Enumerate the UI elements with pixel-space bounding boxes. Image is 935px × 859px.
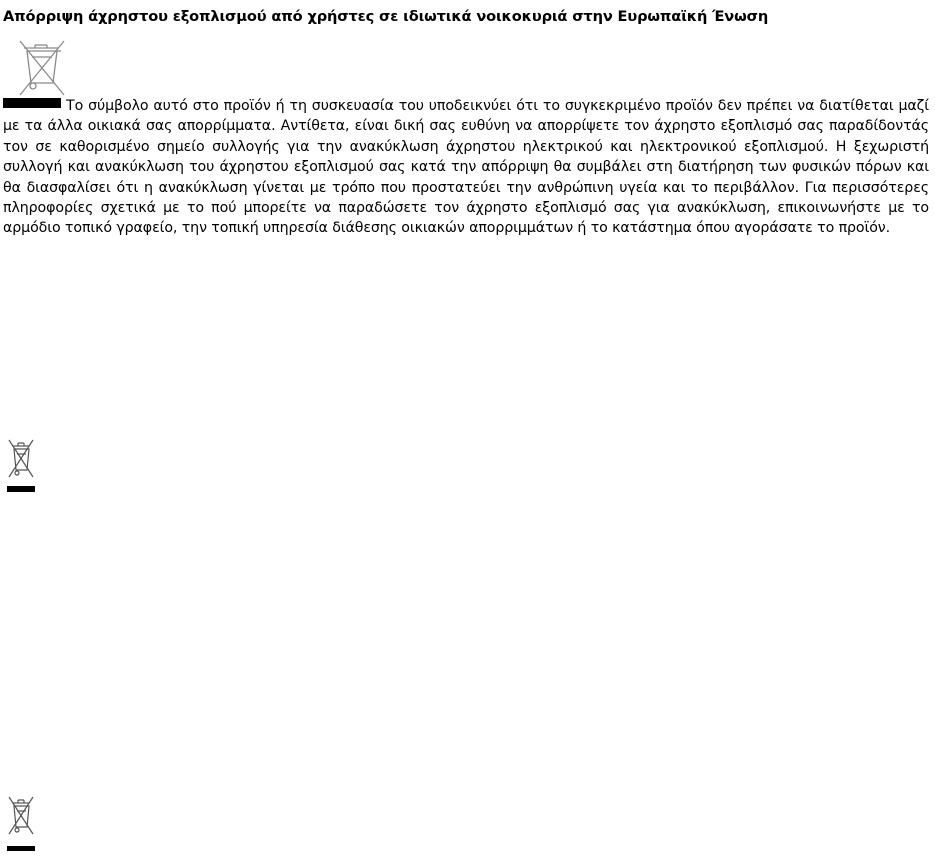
disposal-notice-text: Το σύμβολο αυτό στο προϊόν ή τη συσκευασία του υποδεικνύει ότι το συγκεκριμένο προϊόν δεν πρέπει να διατίθεται μαζί με τα άλλα οικιακά σας απορρίμματα. Αντίθετα, είναι δική σας ευθύνη να απορρίψετε τον άχρηστο εξοπλισμό σας παραδίδοντάς τον σε καθορισμένο σημείο συλλογής για την ανακύκλωση άχρηστου ηλεκτρικού και ηλεκτρονικού εξοπλισμού. Η ξεχωριστή συλλογή και ανακύκλωση του άχρηστου εξοπλισμού σας κατά την απόρριψη θα συμβάλει στη διατήρηση των φυσικών πόρων και θα διασφαλίσει ότι η ανακύκλωση γίνεται με τρόπο που προστατεύει την ανθρώπινη υγεία και το περιβάλλον. Για περισσότερες πληροφορίες σχετικά με το πού μπορείτε να παραδώσετε τον άχρηστο εξοπλισμό σας για ανακύκλωση, επικοινωνήστε με το αρμόδιο τοπικό γραφείο, την τοπική υπηρεσία διάθεσης οικιακών απορριμμάτων ή το κατάστημα όπου αγοράσατε το προϊόν. bbox=[3, 98, 929, 237]
page-title: Απόρριψη άχρηστου εξοπλισμού από χρήστες σε ιδιωτικά νοικοκυριά στην Ευρωπαϊκή Ένωση bbox=[3, 8, 769, 25]
disposal-notice-paragraph bbox=[3, 96, 929, 239]
crossed-out-wheelie-bin-icon bbox=[7, 438, 35, 494]
crossed-out-wheelie-bin-icon bbox=[18, 39, 66, 97]
crossed-out-wheelie-bin-icon bbox=[7, 795, 35, 851]
black-bar-mark bbox=[3, 98, 61, 108]
